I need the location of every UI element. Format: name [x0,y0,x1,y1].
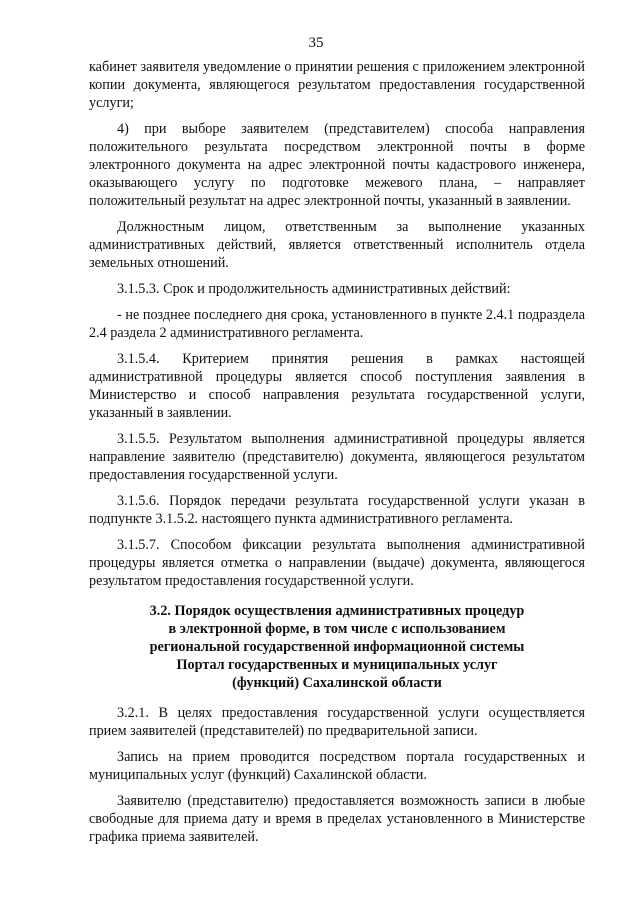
paragraph-7: 3.1.5.6. Порядок передачи результата государственной услуги указан в подпункте 3.1.5.2. настоящего пункта административного регламента. [89,493,585,527]
paragraph-8: 3.1.5.7. Способом фиксации результата выполнения административной процедуры является отметка о направлении (выдаче) документа, являющегося результатом предоставления государственной услуги. [89,537,585,589]
paragraph-0: кабинет заявителя уведомление о принятии решения с приложением электронной копии документа, являющегося результатом предоставления государственной услуги; [89,59,585,111]
paragraph-4: - не позднее последнего дня срока, установленного в пункте 2.4.1 подраздела 2.4 раздела 2 административного регламента. [89,307,585,341]
paragraph-9: 3.2.1. В целях предоставления государственной услуги осуществляется прием заявителей (представителей) по предварительной записи. [89,705,585,739]
paragraph-6: 3.1.5.5. Результатом выполнения административной процедуры является направление заявителю (представителю) документа, являющегося результатом предоставления государственной услуги. [89,431,585,483]
paragraph-1: 4) при выборе заявителем (представителем) способа направления положительного результата посредством электронной почты в форме электронного документа на адрес электронной почты кадастрового инженера, оказывающего услугу по подготовке межевого плана, – направляет положительный результат на адрес электронной почты, указанный в заявлении. [89,121,585,209]
heading-line: Портал государственных и муниципальных услуг [176,657,498,673]
heading-line: (функций) Сахалинской области [232,675,442,691]
paragraph-11: Заявителю (представителю) предоставляется возможность записи в любые свободные для приема дату и время в пределах установленного в Министерстве графика приема заявителей. [89,793,585,845]
paragraph-3: 3.1.5.3. Срок и продолжительность административных действий: [117,281,511,297]
document-body [89,58,585,854]
paragraph-2: Должностным лицом, ответственным за выполнение указанных административных действий, является ответственный исполнитель отдела земельных отношений. [89,219,585,271]
paragraph-5: 3.1.5.4. Критерием принятия решения в рамках настоящей административной процедуры является способ поступления заявления в Министерство и способ направления результата государственной услуги, указанный в заявлении. [89,351,585,421]
heading-line: в электронной форме, в том числе с использованием [168,621,506,637]
section-heading [89,602,585,692]
page-number: 35 [308,35,324,51]
heading-line: 3.2. Порядок осуществления административных процедур [149,603,525,619]
paragraph-10: Запись на прием проводится посредством портала государственных и муниципальных услуг (функций) Сахалинской области. [89,749,585,783]
heading-line: региональной государственной информационной системы [149,639,525,655]
